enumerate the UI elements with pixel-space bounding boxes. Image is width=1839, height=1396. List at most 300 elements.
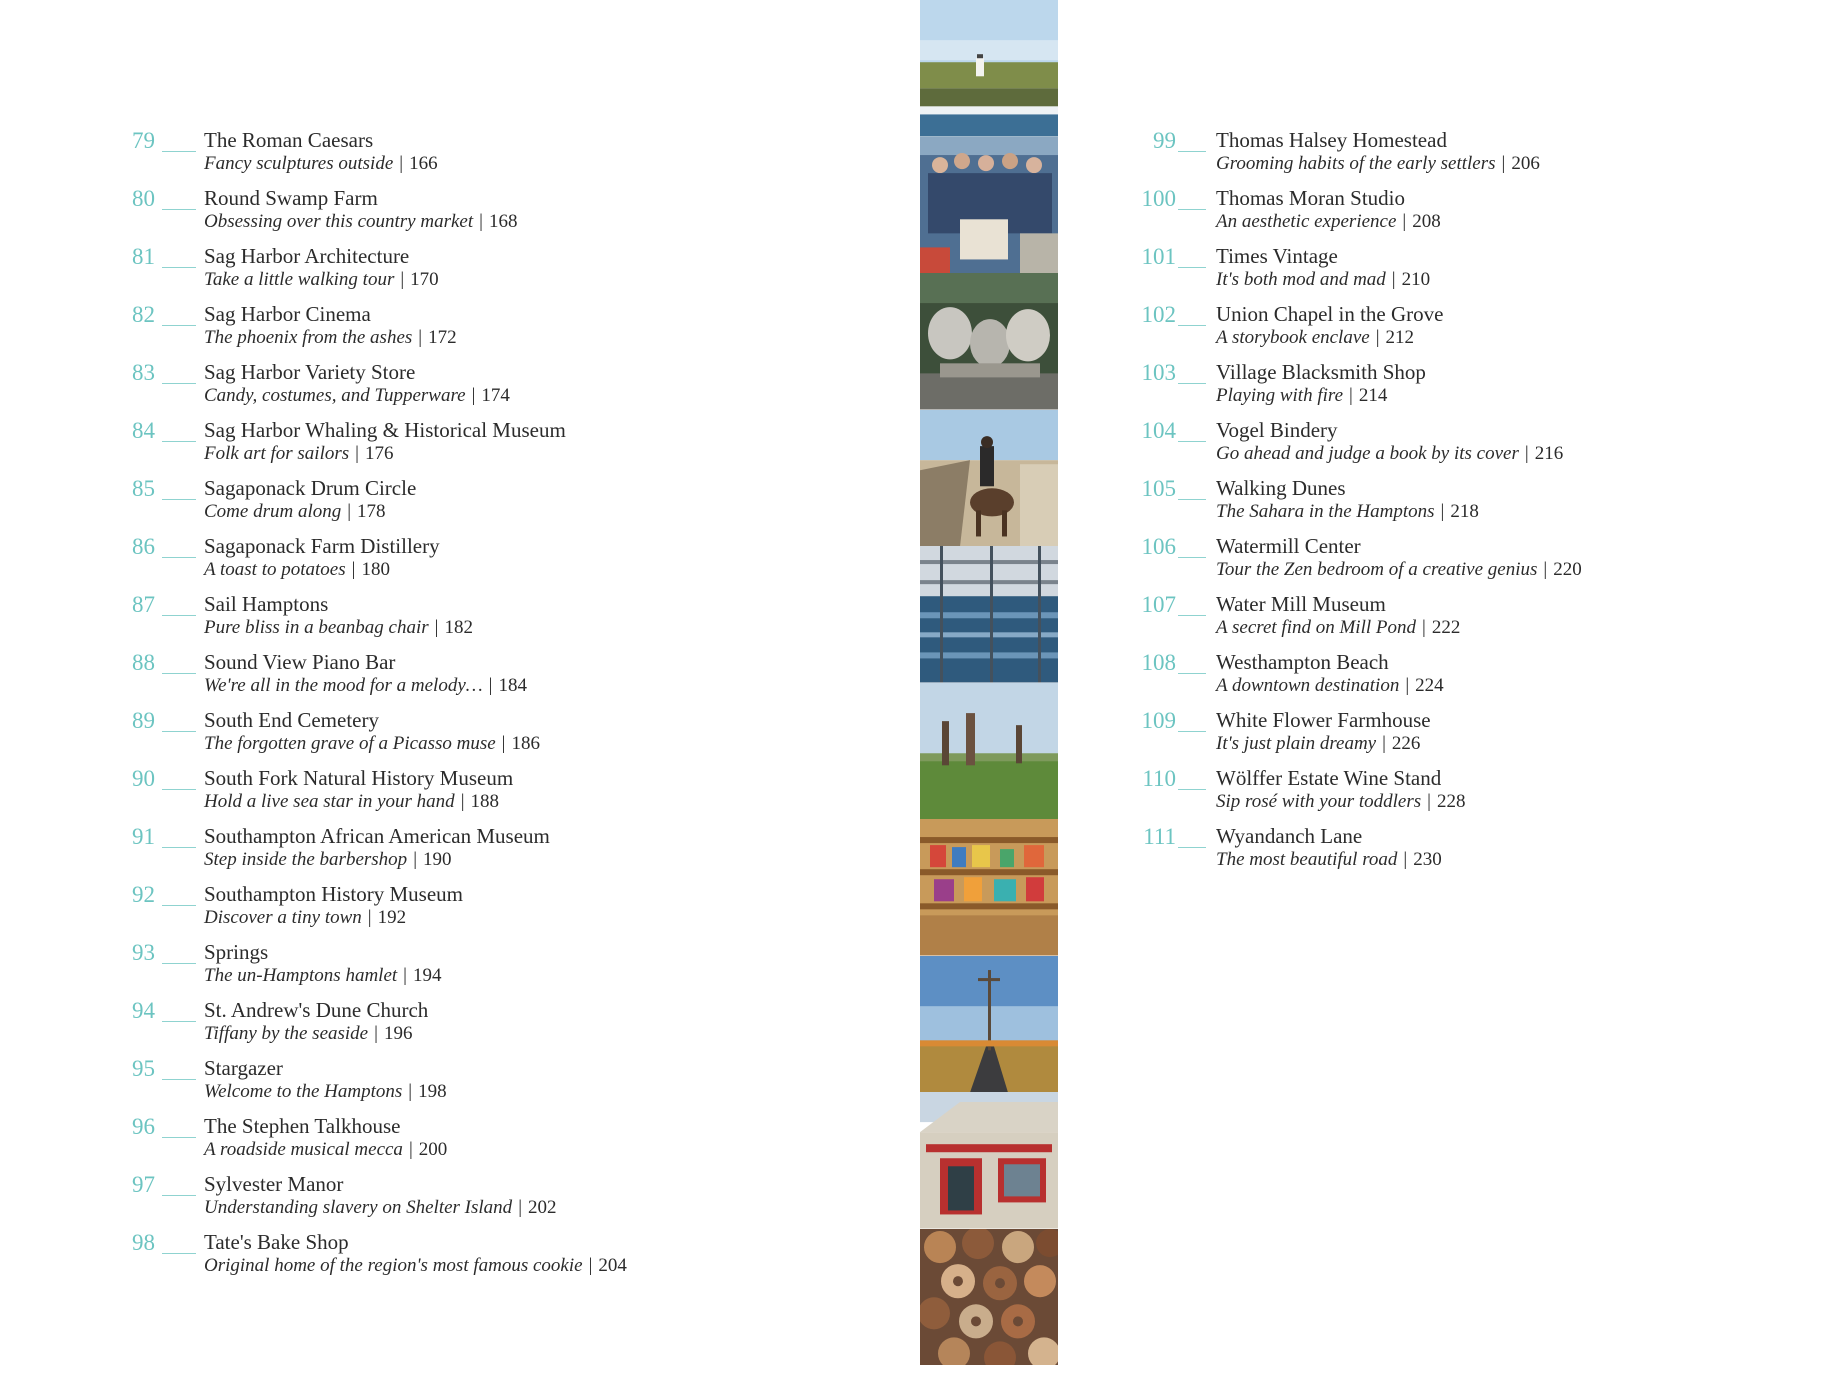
entry-text: [1216, 534, 1582, 582]
entry-tagline: Fancy sculptures outside: [204, 153, 394, 174]
entry-number: 83: [132, 360, 155, 385]
entry-separator: |: [588, 1255, 593, 1276]
entry-subtitle: [1216, 674, 1444, 698]
entry-text: [1216, 592, 1460, 640]
entry-number: 92: [132, 882, 155, 907]
toc-entry[interactable]: [132, 360, 872, 418]
entry-page-number: 174: [481, 385, 510, 406]
entry-number: 106: [1141, 534, 1176, 559]
entry-title: Round Swamp Farm: [204, 186, 378, 210]
entry-separator: |: [408, 1139, 413, 1160]
entry-leader-line: [162, 209, 196, 210]
entry-subtitle: [1216, 152, 1540, 176]
entry-tagline: Pure bliss in a beanbag chair: [204, 617, 429, 638]
entry-subtitle: [1216, 210, 1441, 234]
entry-separator: |: [408, 1081, 413, 1102]
entry-tagline: A downtown destination: [1216, 675, 1400, 696]
entry-subtitle: [204, 1196, 557, 1220]
sculptures-photo: [920, 273, 1058, 410]
entry-text: [1216, 302, 1443, 350]
entry-leader-line: [162, 1021, 196, 1022]
toc-entry[interactable]: [1128, 476, 1688, 534]
entry-title: Times Vintage: [1216, 244, 1338, 268]
entry-subtitle: [204, 674, 527, 698]
entry-subtitle: [204, 268, 439, 292]
entry-title: Sag Harbor Cinema: [204, 302, 371, 326]
entry-text: [204, 1056, 447, 1104]
entry-page-number: 222: [1431, 617, 1461, 638]
entry-page-number: 178: [357, 501, 386, 522]
entry-tagline: It's both mod and mad: [1216, 269, 1386, 290]
toc-entry[interactable]: [1128, 128, 1688, 186]
entry-separator: |: [518, 1197, 522, 1218]
entry-separator: |: [1440, 501, 1445, 522]
field-totems-photo: [920, 683, 1058, 820]
entry-title: Village Blacksmith Shop: [1216, 360, 1426, 384]
entry-number: 82: [132, 302, 155, 327]
entry-title: The Roman Caesars: [204, 128, 374, 152]
entry-subtitle: [204, 210, 517, 234]
entry-text: [204, 650, 527, 698]
entry-subtitle: [204, 500, 416, 524]
entry-subtitle: [204, 442, 566, 466]
entry-text: [1216, 476, 1479, 524]
entry-page-number: 172: [428, 327, 457, 348]
entry-separator: |: [351, 559, 356, 580]
entry-number: 88: [132, 650, 155, 675]
entry-text: [204, 418, 566, 466]
entry-tagline: Tiffany by the seaside: [204, 1023, 369, 1044]
entry-leader-line: [162, 1253, 196, 1254]
entry-leader-line: [162, 789, 196, 790]
entry-subtitle: [204, 152, 438, 176]
entry-separator: |: [488, 675, 493, 696]
entry-page-number: 198: [418, 1081, 447, 1102]
entry-text: [1216, 186, 1441, 234]
entry-text: [204, 1230, 627, 1278]
entry-leader-line: [1178, 847, 1206, 848]
entry-tagline: An aesthetic experience: [1216, 211, 1397, 232]
entry-number: 86: [132, 534, 155, 559]
entry-subtitle: [204, 906, 463, 930]
entry-page-number: 194: [412, 965, 442, 986]
entry-text: [204, 940, 441, 988]
toc-entry[interactable]: [1128, 592, 1688, 650]
entry-tagline: The Sahara in the Hamptons: [1216, 501, 1435, 522]
entry-leader-line: [1178, 499, 1206, 500]
entry-leader-line: [1178, 731, 1206, 732]
entry-tagline: A toast to potatoes: [204, 559, 346, 580]
entry-separator: |: [471, 385, 476, 406]
entry-page-number: 180: [361, 559, 390, 580]
entry-tagline: Come drum along: [204, 501, 342, 522]
toc-entry[interactable]: [1128, 708, 1688, 766]
entry-text: [204, 882, 463, 930]
entry-text: [204, 476, 416, 524]
entry-text: [204, 302, 457, 350]
entry-number: 105: [1141, 476, 1176, 501]
entry-leader-line: [1178, 325, 1206, 326]
entry-tagline: It's just plain dreamy: [1216, 733, 1377, 754]
entry-subtitle: [1216, 732, 1431, 756]
entry-number: 90: [132, 766, 155, 791]
red-shopfront-photo: [920, 1092, 1058, 1229]
entry-separator: |: [479, 211, 483, 232]
entry-tagline: Discover a tiny town: [204, 907, 362, 928]
entry-tagline: The phoenix from the ashes: [204, 327, 413, 348]
entry-tagline: Step inside the barbershop: [204, 849, 408, 870]
entry-separator: |: [347, 501, 352, 522]
entry-title: Sagaponack Drum Circle: [204, 476, 417, 500]
entry-page-number: 188: [470, 791, 499, 812]
entry-tagline: A roadside musical mecca: [204, 1139, 403, 1160]
entry-title: Wölffer Estate Wine Stand: [1216, 766, 1442, 790]
entry-leader-line: [162, 325, 196, 326]
entry-tagline: Grooming habits of the early settlers: [1216, 153, 1496, 174]
entry-subtitle: [204, 384, 510, 408]
entry-page-number: 216: [1534, 443, 1564, 464]
toc-entry[interactable]: [132, 1172, 872, 1230]
entry-page-number: 226: [1391, 733, 1421, 754]
entry-page-number: 220: [1553, 559, 1582, 580]
entry-page-number: 202: [528, 1197, 557, 1218]
entry-separator: |: [1427, 791, 1431, 812]
entry-leader-line: [1178, 673, 1206, 674]
entry-text: [1216, 650, 1444, 698]
entry-text: [204, 244, 439, 292]
entry-separator: |: [374, 1023, 378, 1044]
entry-title: Thomas Moran Studio: [1216, 186, 1405, 210]
entry-separator: |: [1375, 327, 1380, 348]
entry-separator: |: [1543, 559, 1548, 580]
entry-leader-line: [162, 905, 196, 906]
entry-subtitle: [204, 1022, 428, 1046]
group-of-people-photo: [920, 137, 1058, 274]
entry-tagline: Hold a live sea star in your hand: [204, 791, 455, 812]
toc-entry[interactable]: [1128, 418, 1688, 476]
entry-separator: |: [1501, 153, 1506, 174]
entry-leader-line: [162, 615, 196, 616]
entry-tagline: Welcome to the Hamptons: [204, 1081, 403, 1102]
toc-entry[interactable]: [132, 708, 872, 766]
entry-number: 81: [132, 244, 155, 269]
entry-page-number: 176: [364, 443, 394, 464]
entry-leader-line: [1178, 267, 1206, 268]
entry-number: 99: [1153, 128, 1176, 153]
toc-entry[interactable]: [132, 824, 872, 882]
entry-separator: |: [1349, 385, 1353, 406]
entry-separator: |: [367, 907, 372, 928]
entry-tagline: The most beautiful road: [1216, 849, 1398, 870]
entry-title: Southampton African American Museum: [204, 824, 550, 848]
entry-text: [204, 186, 517, 234]
entry-page-number: 170: [410, 269, 439, 290]
entry-subtitle: [1216, 500, 1479, 524]
entry-page-number: 210: [1401, 269, 1431, 290]
entry-title: South End Cemetery: [204, 708, 379, 732]
entry-leader-line: [162, 1195, 196, 1196]
entry-leader-line: [162, 441, 196, 442]
entry-leader-line: [162, 673, 196, 674]
entry-text: [1216, 418, 1563, 466]
toc-entry[interactable]: [1128, 650, 1688, 708]
entry-text: [204, 534, 440, 582]
entry-page-number: 190: [423, 849, 452, 870]
entry-tagline: Go ahead and judge a book by its cover: [1216, 443, 1519, 464]
entry-tagline: Sip rosé with your toddlers: [1216, 791, 1422, 812]
entry-title: Sail Hamptons: [204, 592, 329, 616]
toc-entry[interactable]: [132, 882, 872, 940]
entry-title: Stargazer: [204, 1056, 283, 1080]
entry-title: Walking Dunes: [1216, 476, 1346, 500]
entry-text: [204, 824, 550, 872]
entry-leader-line: [162, 1137, 196, 1138]
entry-text: [1216, 824, 1442, 872]
entry-leader-line: [1178, 441, 1206, 442]
entry-title: Thomas Halsey Homestead: [1216, 128, 1447, 152]
entry-text: [204, 592, 473, 640]
entry-number: 111: [1143, 824, 1176, 849]
toc-entry[interactable]: [132, 592, 872, 650]
entry-leader-line: [162, 151, 196, 152]
toc-entry[interactable]: [132, 1114, 872, 1172]
toc-right-column: [1128, 128, 1688, 882]
entry-number: 100: [1141, 186, 1176, 211]
toc-entry[interactable]: [132, 302, 872, 360]
entry-number: 96: [132, 1114, 155, 1139]
entry-number: 104: [1141, 418, 1176, 443]
entry-number: 107: [1141, 592, 1176, 617]
entry-subtitle: [1216, 442, 1563, 466]
toc-entry[interactable]: [132, 418, 872, 476]
entry-title: Westhampton Beach: [1216, 650, 1389, 674]
photo-strip: [920, 0, 1058, 1396]
entry-subtitle: [204, 790, 513, 814]
entry-separator: |: [418, 327, 423, 348]
entry-title: Vogel Bindery: [1216, 418, 1338, 442]
entry-tagline: Folk art for sailors: [204, 443, 350, 464]
water-reflection-photo: [920, 546, 1058, 683]
entry-page-number: 192: [377, 907, 407, 928]
toc-entry[interactable]: [132, 128, 872, 186]
entry-text: [204, 998, 428, 1046]
entry-title: South Fork Natural History Museum: [204, 766, 514, 790]
entry-number: 108: [1141, 650, 1176, 675]
entry-number: 94: [132, 998, 155, 1023]
entry-separator: |: [400, 269, 405, 290]
entry-page-number: 228: [1436, 791, 1466, 812]
entry-title: Water Mill Museum: [1216, 592, 1386, 616]
entry-number: 89: [132, 708, 155, 733]
entry-subtitle: [1216, 790, 1465, 814]
entry-title: Union Chapel in the Grove: [1216, 302, 1444, 326]
entry-title: Sylvester Manor: [204, 1172, 344, 1196]
entry-title: Sagaponack Farm Distillery: [204, 534, 440, 558]
entry-subtitle: [204, 326, 457, 350]
entry-page-number: 200: [418, 1139, 448, 1160]
entry-text: [1216, 244, 1430, 292]
entry-text: [1216, 708, 1431, 756]
entry-separator: |: [1422, 617, 1426, 638]
entry-tagline: Candy, costumes, and Tupperware: [204, 385, 466, 406]
entry-title: Wyandanch Lane: [1216, 824, 1363, 848]
toc-entry[interactable]: [1128, 824, 1688, 882]
entry-text: [204, 766, 513, 814]
entry-title: Sag Harbor Variety Store: [204, 360, 416, 384]
entry-subtitle: [1216, 558, 1582, 582]
toc-entry[interactable]: [1128, 302, 1688, 360]
entry-number: 109: [1141, 708, 1176, 733]
entry-title: Springs: [204, 940, 269, 964]
toc-entry[interactable]: [132, 244, 872, 302]
entry-tagline: The forgotten grave of a Picasso muse: [204, 733, 496, 754]
entry-leader-line: [162, 383, 196, 384]
entry-page-number: 208: [1412, 211, 1441, 232]
entry-number: 80: [132, 186, 155, 211]
entry-leader-line: [1178, 615, 1206, 616]
entry-text: [1216, 360, 1426, 408]
entry-page-number: 204: [598, 1255, 627, 1276]
toc-entry[interactable]: [1128, 186, 1688, 244]
toc-entry[interactable]: [132, 998, 872, 1056]
toc-entry[interactable]: [132, 476, 872, 534]
entry-page-number: 214: [1358, 385, 1388, 406]
entry-leader-line: [162, 557, 196, 558]
entry-text: [1216, 128, 1540, 176]
lighthouse-photo: [920, 0, 1058, 137]
entry-tagline: The un-Hamptons hamlet: [204, 965, 398, 986]
entry-leader-line: [162, 847, 196, 848]
entry-subtitle: [1216, 326, 1443, 350]
entry-separator: |: [403, 965, 407, 986]
entry-number: 103: [1141, 360, 1176, 385]
entry-separator: |: [1405, 675, 1410, 696]
toc-entry[interactable]: [132, 534, 872, 592]
entry-text: [1216, 766, 1465, 814]
entry-subtitle: [204, 616, 473, 640]
entry-page-number: 212: [1385, 327, 1415, 348]
entry-leader-line: [162, 731, 196, 732]
entry-leader-line: [1178, 383, 1206, 384]
entry-subtitle: [204, 964, 441, 988]
toc-entry[interactable]: [132, 650, 872, 708]
entry-page-number: 166: [409, 153, 438, 174]
entry-subtitle: [1216, 848, 1442, 872]
entry-subtitle: [204, 848, 550, 872]
toc-entry[interactable]: [1128, 534, 1688, 592]
toc-entry[interactable]: [1128, 360, 1688, 418]
entry-page-number: 196: [383, 1023, 413, 1044]
entry-tagline: We're all in the mood for a melody…: [204, 675, 483, 696]
entry-title: Sound View Piano Bar: [204, 650, 396, 674]
entry-page-number: 182: [444, 617, 473, 638]
entry-title: The Stephen Talkhouse: [204, 1114, 401, 1138]
country-road-photo: [920, 956, 1058, 1093]
toc-entry[interactable]: [132, 186, 872, 244]
entry-leader-line: [162, 267, 196, 268]
toc-entry[interactable]: [1128, 766, 1688, 824]
entry-subtitle: [204, 1254, 627, 1278]
entry-separator: |: [1391, 269, 1396, 290]
entry-number: 102: [1141, 302, 1176, 327]
toc-entry[interactable]: [132, 1056, 872, 1114]
entry-title: St. Andrew's Dune Church: [204, 998, 429, 1022]
entry-separator: |: [1524, 443, 1529, 464]
entry-subtitle: [1216, 384, 1426, 408]
entry-tagline: Original home of the region's most famous cookie: [204, 1255, 583, 1276]
entry-number: 85: [132, 476, 155, 501]
entry-number: 84: [132, 418, 155, 443]
entry-subtitle: [1216, 616, 1460, 640]
entry-subtitle: [204, 732, 540, 756]
entry-tagline: Playing with fire: [1216, 385, 1344, 406]
store-shelves-photo: [920, 819, 1058, 956]
toc-entry[interactable]: [132, 940, 872, 998]
entry-title: Southampton History Museum: [204, 882, 464, 906]
entry-number: 91: [132, 824, 155, 849]
entry-number: 101: [1141, 244, 1176, 269]
entry-title: Sag Harbor Architecture: [204, 244, 410, 268]
entry-leader-line: [162, 499, 196, 500]
toc-entry[interactable]: [1128, 244, 1688, 302]
entry-tagline: Tour the Zen bedroom of a creative genius: [1216, 559, 1538, 580]
entry-tagline: Take a little walking tour: [204, 269, 395, 290]
entry-text: [204, 1114, 447, 1162]
entry-separator: |: [1403, 849, 1408, 870]
entry-number: 97: [132, 1172, 155, 1197]
entry-separator: |: [413, 849, 417, 870]
entry-leader-line: [1178, 209, 1206, 210]
entry-leader-line: [1178, 151, 1206, 152]
entry-title: Watermill Center: [1216, 534, 1361, 558]
entry-separator: |: [501, 733, 506, 754]
horseback-beach-photo: [920, 410, 1058, 547]
entry-number: 93: [132, 940, 155, 965]
toc-entry[interactable]: [132, 1230, 872, 1288]
cookies-donuts-photo: [920, 1229, 1058, 1366]
entry-separator: |: [1382, 733, 1386, 754]
entry-number: 95: [132, 1056, 155, 1081]
entry-subtitle: [204, 1138, 447, 1162]
entry-number: 110: [1142, 766, 1176, 791]
entry-subtitle: [204, 558, 440, 582]
entry-separator: |: [1402, 211, 1407, 232]
entry-leader-line: [1178, 789, 1206, 790]
entry-subtitle: [204, 1080, 447, 1104]
entry-page-number: 230: [1413, 849, 1442, 870]
entry-tagline: A secret find on Mill Pond: [1216, 617, 1417, 638]
toc-entry[interactable]: [132, 766, 872, 824]
toc-left-column: [132, 128, 872, 1288]
entry-page-number: 186: [511, 733, 540, 754]
entry-separator: |: [460, 791, 465, 812]
entry-leader-line: [162, 1079, 196, 1080]
entry-subtitle: [1216, 268, 1430, 292]
entry-tagline: A storybook enclave: [1216, 327, 1370, 348]
entry-leader-line: [1178, 557, 1206, 558]
entry-number: 98: [132, 1230, 155, 1255]
entry-number: 79: [132, 128, 155, 153]
entry-page-number: 206: [1511, 153, 1540, 174]
entry-page-number: 224: [1415, 675, 1444, 696]
entry-tagline: Obsessing over this country market: [204, 211, 474, 232]
entry-text: [204, 360, 510, 408]
entry-leader-line: [162, 963, 196, 964]
entry-page-number: 184: [498, 675, 527, 696]
entry-separator: |: [355, 443, 359, 464]
entry-page-number: 168: [488, 211, 518, 232]
entry-text: [204, 128, 438, 176]
